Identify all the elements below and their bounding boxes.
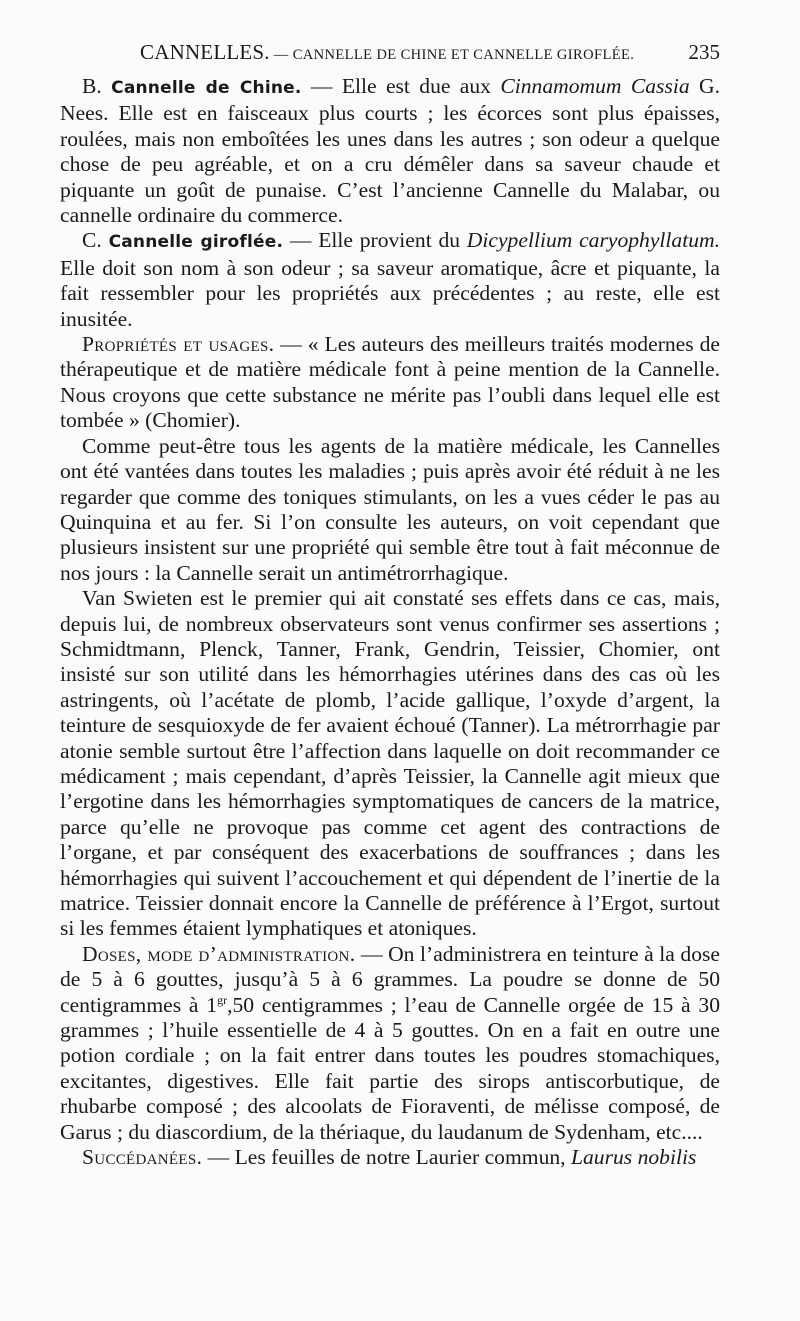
text: Comme peut-être tous les agents de la matière médicale, les Cannelles ont été vantées dans toutes les maladies ; puis après avoir été réduit à ne les regarder que comme des toniques stimulants, on les a vues céder le pas au Quinquina et au fer. Si l’on consulte les auteurs, on voit cependant que plusieurs insistent sur une propriété qui semble être tout à fait méconnue de nos jours : la Cannelle serait un antimétrorrhagique. (60, 433, 720, 585)
heading-cannelle-de-chine: Cannelle de Chine. (111, 78, 302, 98)
page-body (60, 74, 720, 1170)
heading-proprietes-usages: Propriétés et usages. (82, 332, 275, 357)
section-marker: B. (82, 74, 112, 98)
text: G. Nees. Elle est en faisceaux plus courts ; les écorces sont plus épaisses, roulées, mais non emboîtées les unes dans les autres ; son odeur a quelque chose de peu agréable, et on a cru démêler dans sa saveur chaude et piquante un goût de punaise. C’est l’ancienne Cannelle du Malabar, ou cannelle ordinaire du commerce. (60, 74, 720, 228)
text: Van Swieten est le premier qui ait constaté ses effets dans ce cas, mais, depuis lui, de nombreux observateurs sont venus confirmer ses assertions ; Schmidtmann, Plenck, Tanner, Frank, Gendrin, Teissier, Chomier, ont insisté sur son utilité dans les hémorrhagies utérines dans des cas où les astringents, où l’acétate de plomb, l’acide gallique, l’oxyde d’argent, la teinture de sesquioxyde de fer avaient échoué (Tanner). La métrorrhagie par atonie semble surtout être l’affection dans laquelle on doit recommander ce médicament ; mais cependant, d’après Teissier, la Cannelle agit mieux que l’ergotine dans les hémorrhagies symptomatiques de cancers de la matrice, parce qu’elle ne provoque pas comme cet agent des contractions de l’organe, et par conséquent des exacerbations de souffrances ; dans les hémorrhagies qui suivent l’accouchement et qui dépendent de l’inertie de la matrice. Teissier donnait encore la Cannelle de préférence à l’Ergot, surtout si les femmes étaient lymphatiques et atoniques. (60, 586, 720, 941)
heading-succedanees: Succédanées. (82, 1145, 203, 1170)
page-number: 235 (688, 40, 720, 64)
text: ,50 centigrammes ; l’eau de Cannelle orgée de 15 à 30 grammes ; l’huile essentielle de 4 à 5 gouttes. On en a fait en outre une potion cordiale ; on la fait entrer dans toutes les poudres stomachiques, excitantes, digestives. Elle fait partie des sirops antiscorbutique, de rhubarbe composé ; des alcoolats de Fioraventi, de mélisse composé, de Garus ; du diascordium, de la thériaque, du laudanum de Sydenham, etc.... (60, 992, 720, 1144)
paragraph-agents (60, 434, 720, 586)
text: — Elle est due aux (301, 74, 501, 98)
paragraph-cannelle-giroflee (60, 228, 720, 332)
section-marker: C. (82, 228, 109, 253)
text: — Les feuilles de notre Laurier commun, (202, 1145, 571, 1170)
species-name: Dicypellium caryophyllatum. (466, 228, 721, 253)
text: Elle doit son nom à son odeur ; sa saveur aromatique, âcre et piquante, la fait ressembler pour les propriétés aux précédentes ; au reste, elle est inusitée. (60, 255, 720, 331)
text: — On l’administrera en teinture à la dose de 5 à 6 gouttes, jusqu’à 5 à 6 grammes. La poudre se donne de 50 centigrammes à 1 (60, 941, 720, 1017)
paragraph-proprietes (60, 332, 720, 434)
species-name: Laurus nobilis (570, 1145, 697, 1170)
text: — « Les auteurs des meilleurs traités modernes de thérapeutique et de matière médicale font à peine mention de la Cannelle. Nous croyons que cette substance ne mérite pas l’oubli dans lequel elle est tombée » (Chomier). (60, 332, 720, 433)
text: — Elle provient du (283, 228, 467, 253)
running-title (140, 40, 634, 65)
paragraph-cannelle-de-chine (60, 74, 720, 228)
heading-cannelle-giroflee: Cannelle giroflée. (108, 232, 284, 253)
running-header (140, 40, 720, 72)
running-title-main: CANNELLES. (140, 40, 270, 64)
unit-superscript: gr (217, 992, 228, 1007)
paragraph-succedanees (60, 1145, 720, 1170)
heading-doses: Doses, mode d’administration. (82, 941, 356, 966)
paragraph-van-swieten (60, 586, 720, 942)
paragraph-doses (60, 942, 720, 1145)
running-title-sub: — CANNELLE DE CHINE ET CANNELLE GIROFLÉE. (269, 47, 635, 63)
species-name: Cinnamomum Cassia (500, 74, 690, 98)
